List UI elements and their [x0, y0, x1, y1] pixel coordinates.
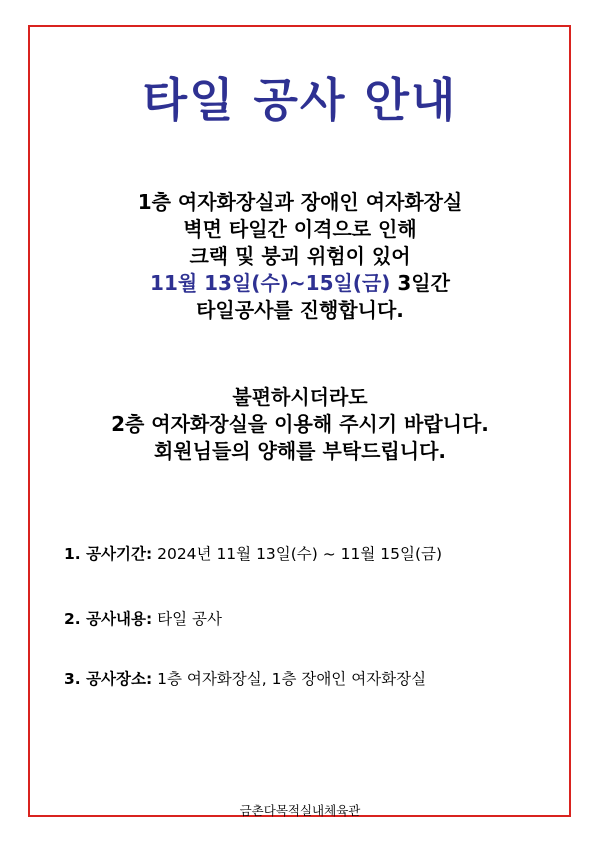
- detail-value: 2024년 11월 13일(수) ~ 11월 15일(금): [152, 545, 443, 563]
- notice-line-3: 크랙 및 붕괴 위험이 있어: [189, 244, 411, 268]
- notice-line-5: 타일공사를 진행합니다.: [196, 298, 404, 322]
- detail-location: [64, 667, 426, 689]
- request-line-1: 불편하시더라도: [232, 385, 368, 409]
- detail-value: 1층 여자화장실, 1층 장애인 여자화장실: [152, 670, 427, 688]
- notice-line-1: 1층 여자화장실과 장애인 여자화장실: [137, 190, 463, 214]
- organization-name: 금촌다목적실내체육관: [239, 803, 361, 818]
- detail-period: [64, 542, 442, 564]
- notice-line-2: 벽면 타일간 이격으로 인해: [183, 217, 417, 241]
- notice-title: 타일 공사 안내: [142, 73, 458, 127]
- detail-label: 2. 공사내용:: [64, 610, 153, 628]
- detail-content: [64, 607, 222, 629]
- schedule-highlight: 11월 13일(수)~15일(금): [150, 271, 391, 295]
- request-message: [0, 384, 600, 465]
- notice-line-4: [0, 270, 600, 297]
- notice-message: [0, 189, 600, 324]
- detail-label: 3. 공사장소:: [64, 670, 153, 688]
- request-line-2: 2층 여자화장실을 이용해 주시기 바랍니다.: [111, 412, 489, 436]
- request-line-3: 회원님들의 양해를 부탁드립니다.: [153, 439, 446, 463]
- schedule-duration: 3일간: [390, 271, 450, 295]
- detail-value: 타일 공사: [152, 610, 222, 628]
- detail-label: 1. 공사기간:: [64, 545, 153, 563]
